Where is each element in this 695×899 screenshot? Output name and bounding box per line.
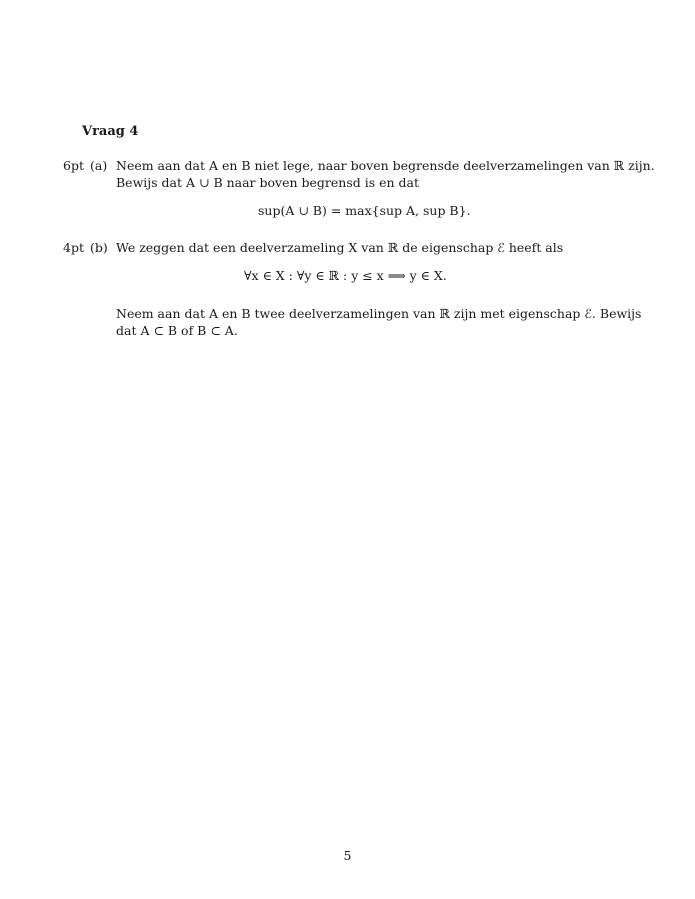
part-b-line-3: dat A ⊂ B of B ⊂ A. <box>116 323 238 338</box>
part-a-line-1: Neem aan dat A en B niet lege, naar boven begrensde deelverzamelingen van ℝ zijn. <box>116 158 655 173</box>
part-a-points: 6pt <box>63 158 84 173</box>
part-b-formula: ∀x ∈ X : ∀y ∈ ℝ : y ≤ x ⟹ y ∈ X. <box>244 268 447 283</box>
part-a-line-2: Bewijs dat A ∪ B naar boven begrensd is en dat <box>116 175 420 190</box>
part-b-line-1: We zeggen dat een deelverzameling X van ℝ de eigenschap ℰ heeft als <box>116 240 564 255</box>
page-number: 5 <box>343 848 352 863</box>
part-a-label: (a) <box>90 158 108 173</box>
part-b-line-2: Neem aan dat A en B twee deelverzamelingen van ℝ zijn met eigenschap ℰ. Bewijs <box>116 306 642 321</box>
question-heading: Vraag 4 <box>82 124 139 139</box>
part-b-label: (b) <box>90 240 108 255</box>
part-a-formula: sup(A ∪ B) = max{sup A, sup B}. <box>258 203 471 218</box>
part-b-points: 4pt <box>63 240 84 255</box>
